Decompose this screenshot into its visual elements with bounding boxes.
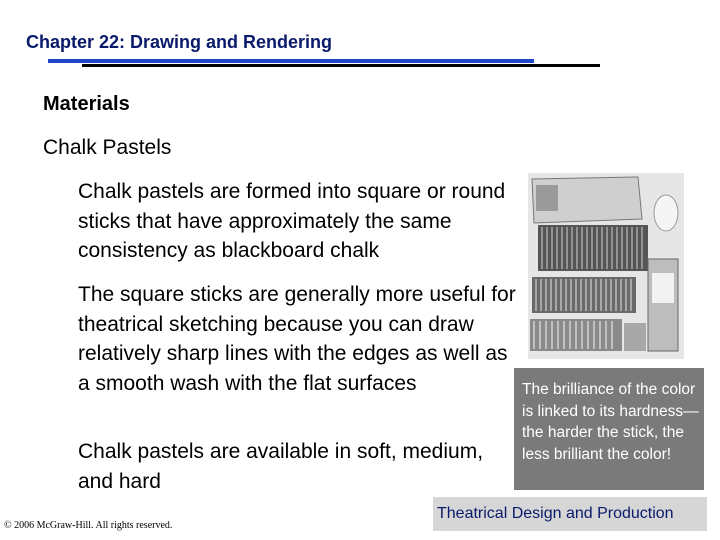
slide-subheading: Chalk Pastels	[43, 136, 172, 159]
paragraph-2: The square sticks are generally more useful for theatrical sketching because you can draw relatively sharp lines with the edges as well as a smooth wash with the flat surfaces	[78, 283, 516, 395]
header-rule-blue	[48, 59, 534, 63]
header-rule-black	[82, 64, 600, 67]
paragraph-1: Chalk pastels are formed into square or round sticks that have approximately the same consistency as blackboard chalk	[78, 180, 506, 262]
slide-heading: Materials	[43, 93, 130, 115]
figure-caption: The brilliance of the color is linked to its hardness—the harder the stick, the less brilliant the color!	[522, 381, 699, 463]
chapter-title: Chapter 22: Drawing and Rendering	[26, 32, 333, 52]
chalk-pastels-photo	[528, 173, 684, 359]
copyright-notice: © 2006 McGraw-Hill. All rights reserved.	[4, 520, 173, 531]
paragraph-3: Chalk pastels are available in soft, medium, and hard	[78, 440, 484, 493]
footer-book-title: Theatrical Design and Production	[437, 505, 674, 522]
